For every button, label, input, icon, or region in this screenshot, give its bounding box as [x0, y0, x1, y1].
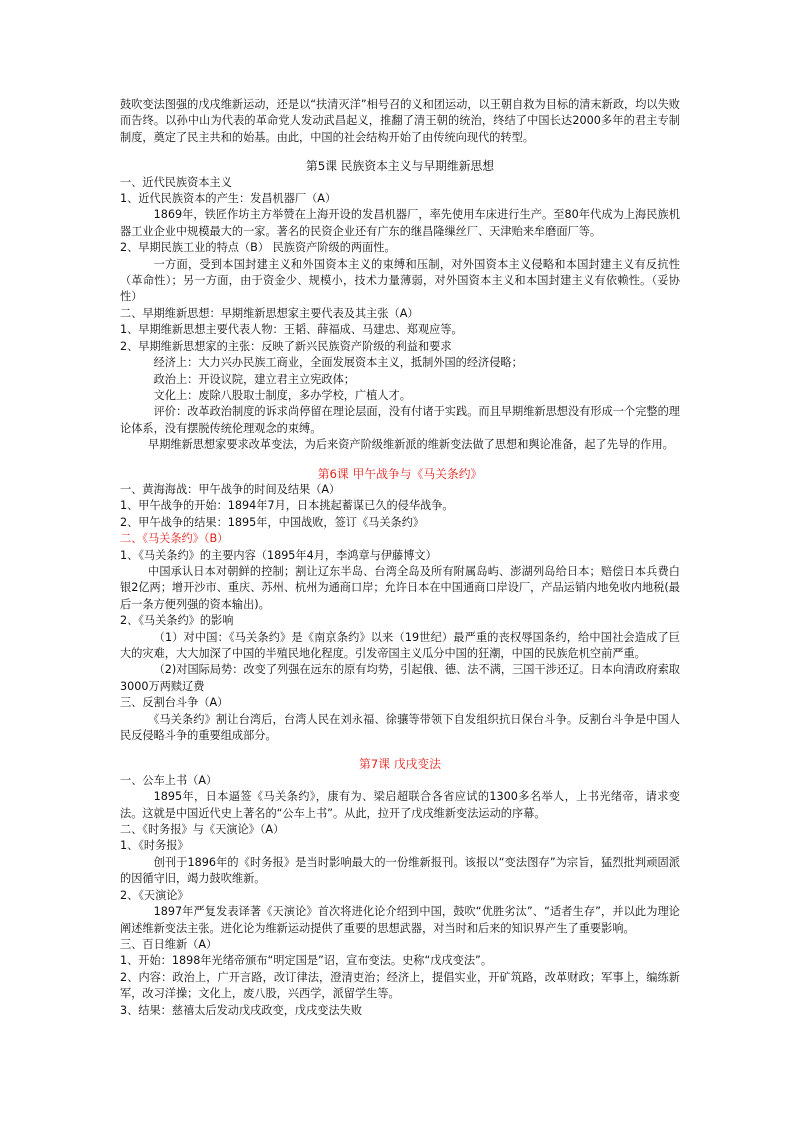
lesson6-paragraph: 中国承认日本对朝鲜的控制；割让辽东半岛、台湾全岛及所有附属岛屿、澎湖列岛给日本；赔偿日本兵费白银2亿两；增开沙市、重庆、苏州、杭州为通商口岸；允许日本在中国通商口岸设厂，产品运销内地免收内地税(最后一条方便列强的资本输出)。 [120, 564, 680, 611]
lesson6-paragraph: 《马关条约》割让台湾后，台湾人民在刘永福、徐骧等带领下自发组织抗日保台斗争。反割台斗争是中国人民反侵略斗争的重要组成部分。 [120, 712, 680, 743]
spacer [120, 146, 680, 158]
document-page [120, 97, 680, 1019]
lesson6-subheading: 2、《马关条约》的影响 [120, 614, 234, 628]
lesson6-subheading: 1、《马关条约》的主要内容（1895年4月，李鸿章与伊藤博文） [120, 548, 437, 562]
lesson5-section-heading: 二、早期维新思想：早期维新思想家主要代表及其主张（A） [120, 306, 419, 320]
lesson7-title: 第7课 戊戌变法 [358, 757, 442, 772]
lesson5-item: 政治上：开设议院，建立君主立宪政体； [153, 372, 355, 386]
lesson7-subheading: 1、开始：1898年光绪帝颁布“明定国是”诏，宣布变法。史称“戊戌变法”。 [120, 954, 493, 968]
lesson5-title: 第5课 民族资本主义与早期维新思想 [305, 159, 495, 174]
lesson7-paragraph: 1897年严复发表译著《天演论》首次将进化论介绍到中国，鼓吹“优胜劣汰”、“适者生存”，并以此为理论阐述维新变法主张。进化论为维新运动提供了重要的思想武器，对当时和后来的知识界产生了重要影响。 [120, 905, 680, 935]
lesson7-section-heading: 二、《时务报》与《天演论》（A） [120, 823, 285, 837]
lesson7-subheading: 2、内容：政治上，广开言路，改订律法，澄清吏治；经济上，提倡实业，开矿筑路，改革财政；军事上，编练新军，改习洋操；文化上，废八股，兴西学，派留学生等。 [120, 970, 680, 1001]
lesson6-subheading: 2、甲午战争的结果：1895年，中国战败，签订《马关条约》 [120, 515, 425, 529]
lesson5-item: 文化上：废除八股取士制度，多办学校，广植人才。 [153, 388, 411, 402]
intro-paragraph: 鼓吹变法图强的戊戌维新运动，还是以“扶清灭洋”相号召的义和团运动，以王朝自救为目标的清末新政，均以失败而告终。以孙中山为代表的革命党人发动武昌起义，推翻了清王朝的统治，终结了中国长达2000多年的君主专制制度，奠定了民主共和的始基。由此，中国的社会结构开始了由传统向现代的转型。 [120, 98, 680, 144]
lesson7-section-heading: 三、百日维新（A） [120, 937, 218, 951]
spacer [120, 744, 680, 756]
lesson7-subheading: 2、《天演论》 [120, 888, 189, 902]
lesson5-paragraph: 1869年，铁匠作坊主方举赞在上海开设的发昌机器厂，率先使用车床进行生产。至80年代成为上海民族机器工业企业中规模最大的一家。著名的民资企业还有广东的继昌隆缫丝厂、天津贻来牟磨面厂等。 [120, 208, 680, 238]
lesson7-subheading: 3、结果：慈禧太后发动戊戌政变，戊戌变法失败 [120, 1003, 363, 1017]
lesson5-paragraph: 一方面，受到本国封建主义和外国资本主义的束缚和压制，对外国资本主义侵略和本国封建主义有反抗性（革命性）；另一方面，由于资金少、规模小，技术力量薄弱，对外国资本主义和本国封建主义有依赖性。（妥协性） [120, 257, 680, 304]
lesson6-section-heading-red: 二、《马关条约》（B） [120, 532, 229, 546]
lesson5-subheading: 2、早期维新思想家的主张：反映了新兴民族资产阶级的利益和要求 [120, 339, 452, 353]
lesson5-section-heading: 一、近代民族资本主义 [120, 175, 232, 189]
lesson5-item: 经济上：大力兴办民族工商业，全面发展资本主义，抵制外国的经济侵略； [153, 356, 523, 370]
lesson5-paragraph: 早期维新思想家要求改革变法，为后来资产阶级维新派的维新变法做了思想和舆论准备，起了先导的作用。 [148, 438, 674, 452]
lesson7-section-heading: 一、公车上书（A） [120, 773, 218, 787]
lesson6-paragraph: （2)对国际局势：改变了列强在远东的原有均势，引起俄、德、法不满，三国干涉还辽。日本向清政府索取3000万两赎辽费 [120, 663, 680, 693]
lesson6-section-heading: 三、反割台斗争（A） [120, 696, 229, 710]
lesson5-subheading: 2、早期民族工业的特点（B） 民族资产阶级的两面性。 [120, 241, 396, 255]
lesson7-paragraph: 1895年，日本逼签《马关条约》，康有为、梁启超联合各省应试的1300多名举人，上书光绪帝，请求变法。这就是中国近代史上著名的“公车上书”。从此，拉开了戊戌维新变法运动的序幕。 [120, 790, 680, 820]
lesson7-paragraph: 创刊于1896年的《时务报》是当时影响最大的一份维新报刊。该报以“变法图存”为宗旨，猛烈批判顽固派的因循守旧，竭力鼓吹维新。 [120, 855, 680, 886]
lesson6-subheading: 1、甲午战争的开始：1894年7月，日本挑起蓄谋已久的侵华战争。 [120, 499, 454, 513]
lesson6-paragraph: （1）对中国：《马关条约》是《南京条约》以来（19世纪）最严重的丧权辱国条约，给中国社会造成了巨大的灾难，大大加深了中国的半殖民地化程度。引发帝国主义瓜分中国的狂潮，中国的民族危机空前严重。 [120, 630, 680, 660]
lesson5-subheading: 1、早期维新思想主要代表人物：王韬、薛福成、马建忠、郑观应等。 [120, 323, 463, 337]
lesson7-subheading: 1、《时务报》 [120, 839, 189, 853]
lesson6-section-heading: 一、黄海海战：甲午战争的时间及结果（A） [120, 482, 341, 496]
spacer [120, 454, 680, 466]
lesson6-title: 第6课 甲午战争与《马关条约》 [317, 466, 483, 481]
lesson5-paragraph: 评价：改革政治制度的诉求尚停留在理论层面，没有付诸于实践。而且早期维新思想没有形成一个完整的理论体系，没有摆脱传统伦理观念的束缚。 [120, 405, 680, 435]
lesson5-subheading: 1、近代民族资本的产生：发昌机器厂（A） [120, 192, 337, 206]
